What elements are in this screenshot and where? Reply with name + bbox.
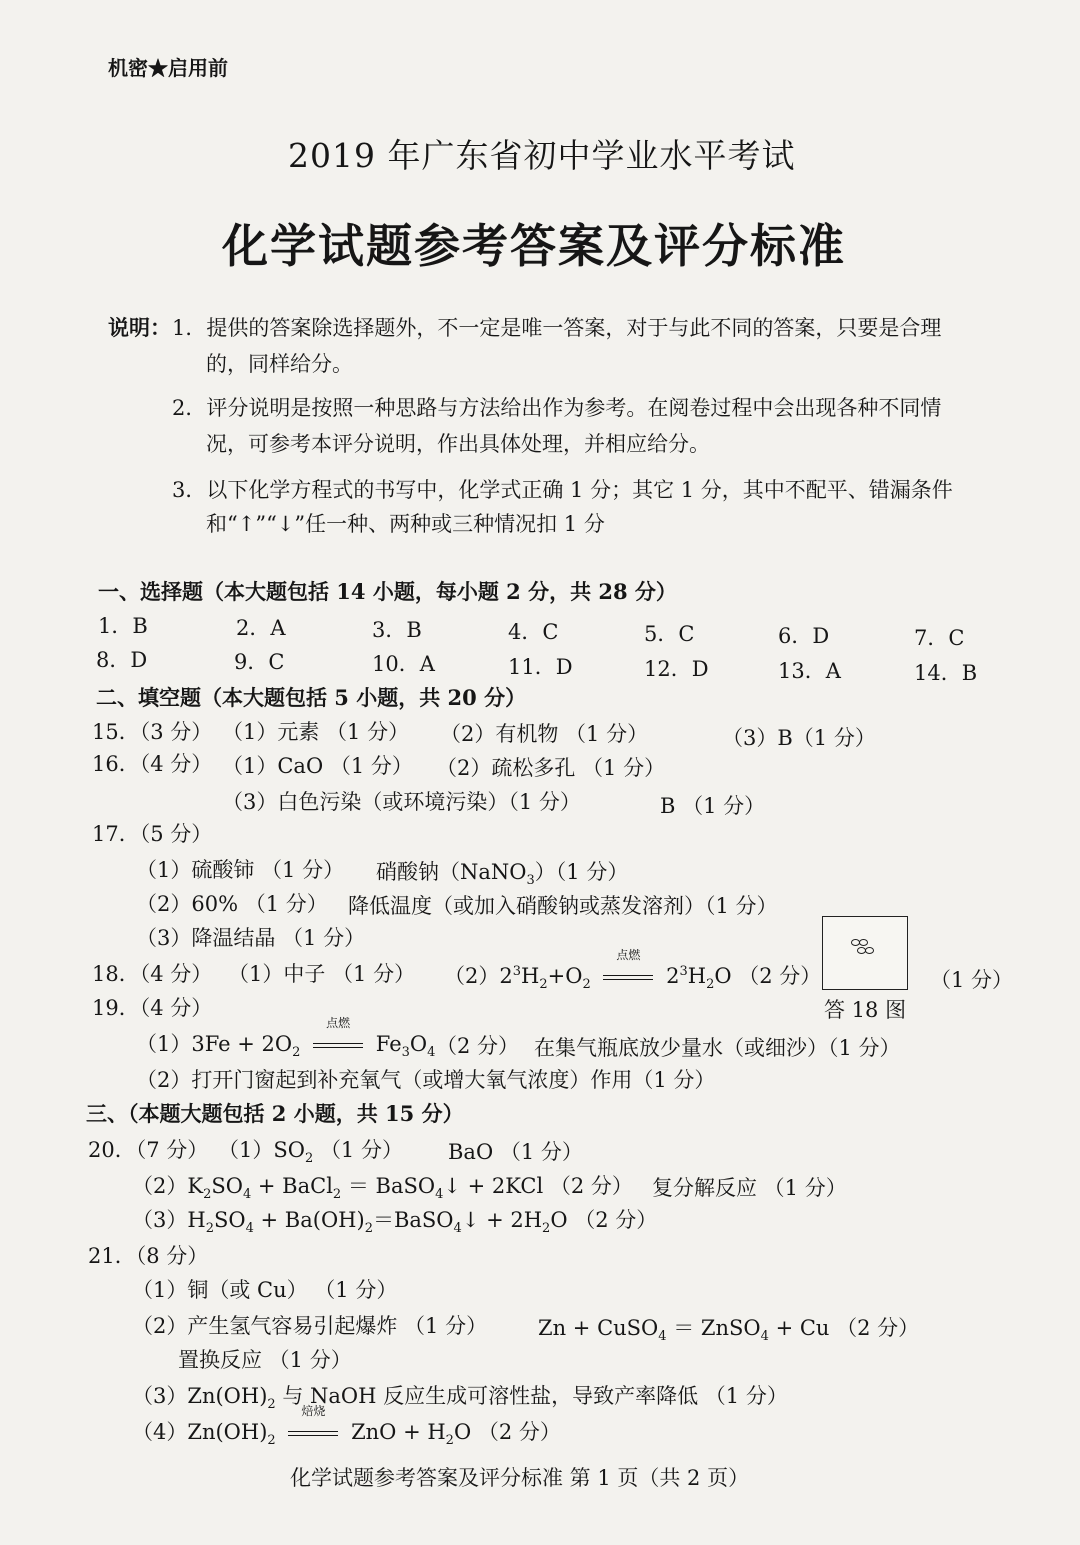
q21-answer-3: $(3)Zn(OH)_2$ 与 NaOH 反应生成可溶性盐，导致产率降低 （1 分）	[132, 1384, 788, 1413]
q16-answer-2: （2）疏松多孔 （1 分）	[436, 756, 666, 780]
q15-answer-3: （3）B（1 分）	[722, 726, 876, 750]
q17-answer-2b: 降低温度（或加入硝酸钠或蒸发溶剂）（1 分）	[348, 894, 778, 918]
note-2-line-2: 况，可参考本评分说明，作出具体处理，并相应给分。	[206, 432, 710, 456]
answer-5: 5．C	[644, 622, 695, 646]
q18-equation: $(2)2^3H_2+O_2$ 点燃 $2^3H_2O$ （2 分）	[444, 948, 822, 993]
figure-18-caption: 答 18 图	[824, 998, 907, 1022]
reaction-arrow: 点燃	[313, 1032, 363, 1056]
q20-answer-2: $(2)K_2SO_4$ + BaCl$_2$ ＝ BaSO$_4$↓ + 2KCl （2 分）	[132, 1174, 633, 1203]
q16-number: 16．（4 分）	[92, 752, 213, 776]
q19-answer-2: （2）打开门窗起到补充氧气（或增大氧气浓度）作用（1 分）	[136, 1068, 716, 1092]
reaction-arrow: 点燃	[603, 964, 653, 988]
exam-title: 2019 年广东省初中学业水平考试	[288, 136, 796, 175]
answer-11: 11．D	[508, 655, 573, 679]
answer-12: 12．D	[644, 657, 709, 681]
notes-label: 说明：	[108, 315, 171, 340]
reaction-arrow: 焙烧	[288, 1420, 338, 1444]
q16-answer-1: （1）CaO （1 分）	[222, 754, 413, 778]
note-1-line-1: 1．提供的答案除选择题外，不一定是唯一答案，对于与此不同的答案，只要是合理	[172, 316, 942, 340]
q21-answer-2c: 置换反应 （1 分）	[178, 1348, 352, 1372]
q21-number: 21．（8 分）	[88, 1244, 209, 1268]
q21-answer-2b: Zn + CuSO$_4$ ＝ ZnSO$_4$ + Cu （2 分）	[538, 1316, 920, 1345]
q21-answer-2: （2）产生氢气容易引起爆炸 （1 分）	[132, 1314, 488, 1338]
q17-answer-3: （3）降温结晶 （1 分）	[136, 926, 366, 950]
q15-answer-2: （2）有机物 （1 分）	[440, 722, 649, 746]
section-1-heading: 一、选择题（本大题包括 14 小题，每小题 2 分，共 28 分）	[98, 579, 677, 604]
figure-18-box	[822, 916, 908, 990]
note-3-line-1: 3．以下化学方程式的书写中，化学式正确 1 分；其它 1 分，其中不配平、错漏条件	[172, 478, 953, 502]
q17-number: 17．（5 分）	[92, 822, 213, 846]
q16-answer-4: B （1 分）	[660, 794, 766, 818]
q19-answer-1-points: （2 分）	[436, 1034, 520, 1058]
answer-7: 7．C	[914, 626, 965, 650]
q18-answer-1: （1）中子 （1 分）	[228, 962, 416, 986]
note-1-line-2: 的，同样给分。	[206, 352, 353, 376]
section-2-heading: 二、填空题（本大题包括 5 小题，共 20 分）	[96, 685, 527, 710]
note-2-line-1: 2．评分说明是按照一种思路与方法给出作为参考。在阅卷过程中会出现各种不同情	[172, 396, 942, 420]
q21-answer-1: （1）铜（或 Cu） （1 分）	[132, 1278, 398, 1302]
answer-4: 4．C	[508, 620, 559, 644]
q20-number: 20．（7 分）	[88, 1138, 209, 1162]
q20-answer-1: $(1)SO_2$ （1 分）	[218, 1138, 403, 1167]
q17-answer-2: （2）60% （1 分）	[136, 892, 328, 916]
answer-1: 1．B	[98, 614, 148, 638]
answer-3: 3．B	[372, 618, 422, 642]
answer-10: 10．A	[372, 652, 435, 676]
answer-13: 13．A	[778, 659, 841, 683]
confidential-mark: 机密★启用前	[108, 56, 228, 80]
document-title: 化学试题参考答案及评分标准	[222, 219, 846, 273]
q20-answer-2b: 复分解反应 （1 分）	[652, 1176, 847, 1200]
q19-number: 19．（4 分）	[92, 996, 213, 1020]
q18-number: 18．（4 分）	[92, 962, 213, 986]
answer-9: 9．C	[234, 650, 285, 674]
section-3-heading: 三、（本题大题包括 2 小题，共 15 分）	[86, 1101, 464, 1126]
answer-6: 6．D	[778, 624, 830, 648]
figure-18-points: （1 分）	[930, 968, 1014, 992]
q17-answer-1b: 硝酸钠（NaNO$_3$）（1 分）	[376, 860, 629, 889]
q15-answer-1: （1）元素 （1 分）	[222, 720, 410, 744]
q19-equation: $(1)3Fe + 2O_2$ 点燃 $Fe_3O_4$	[136, 1016, 436, 1061]
q20-answer-1b: BaO （1 分）	[448, 1140, 583, 1164]
q19-answer-1b: 在集气瓶底放少量水（或细沙）（1 分）	[534, 1036, 901, 1060]
q15-number: 15．（3 分）	[92, 720, 213, 744]
q20-answer-3: $(3)H_2SO_4$ + $Ba(OH)_2=BaSO_4↓ + 2H_2O$ （2 分）	[132, 1208, 658, 1237]
answer-2: 2．A	[236, 616, 286, 640]
answer-14: 14．B	[914, 661, 978, 685]
q16-answer-3: （3）白色污染（或环境污染）（1 分）	[222, 790, 581, 814]
q21-answer-4: $(4)Zn(OH)_2$ 焙烧 ZnO + $H_2O$ （2 分）	[132, 1404, 561, 1449]
note-3-line-2: 和“↑”“↓”任一种、两种或三种情况扣 1 分	[206, 512, 605, 536]
q17-answer-1: （1）硫酸铈 （1 分）	[136, 858, 345, 882]
answer-8: 8．D	[96, 648, 148, 672]
page-footer: 化学试题参考答案及评分标准 第 1 页（共 2 页）	[290, 1466, 750, 1490]
